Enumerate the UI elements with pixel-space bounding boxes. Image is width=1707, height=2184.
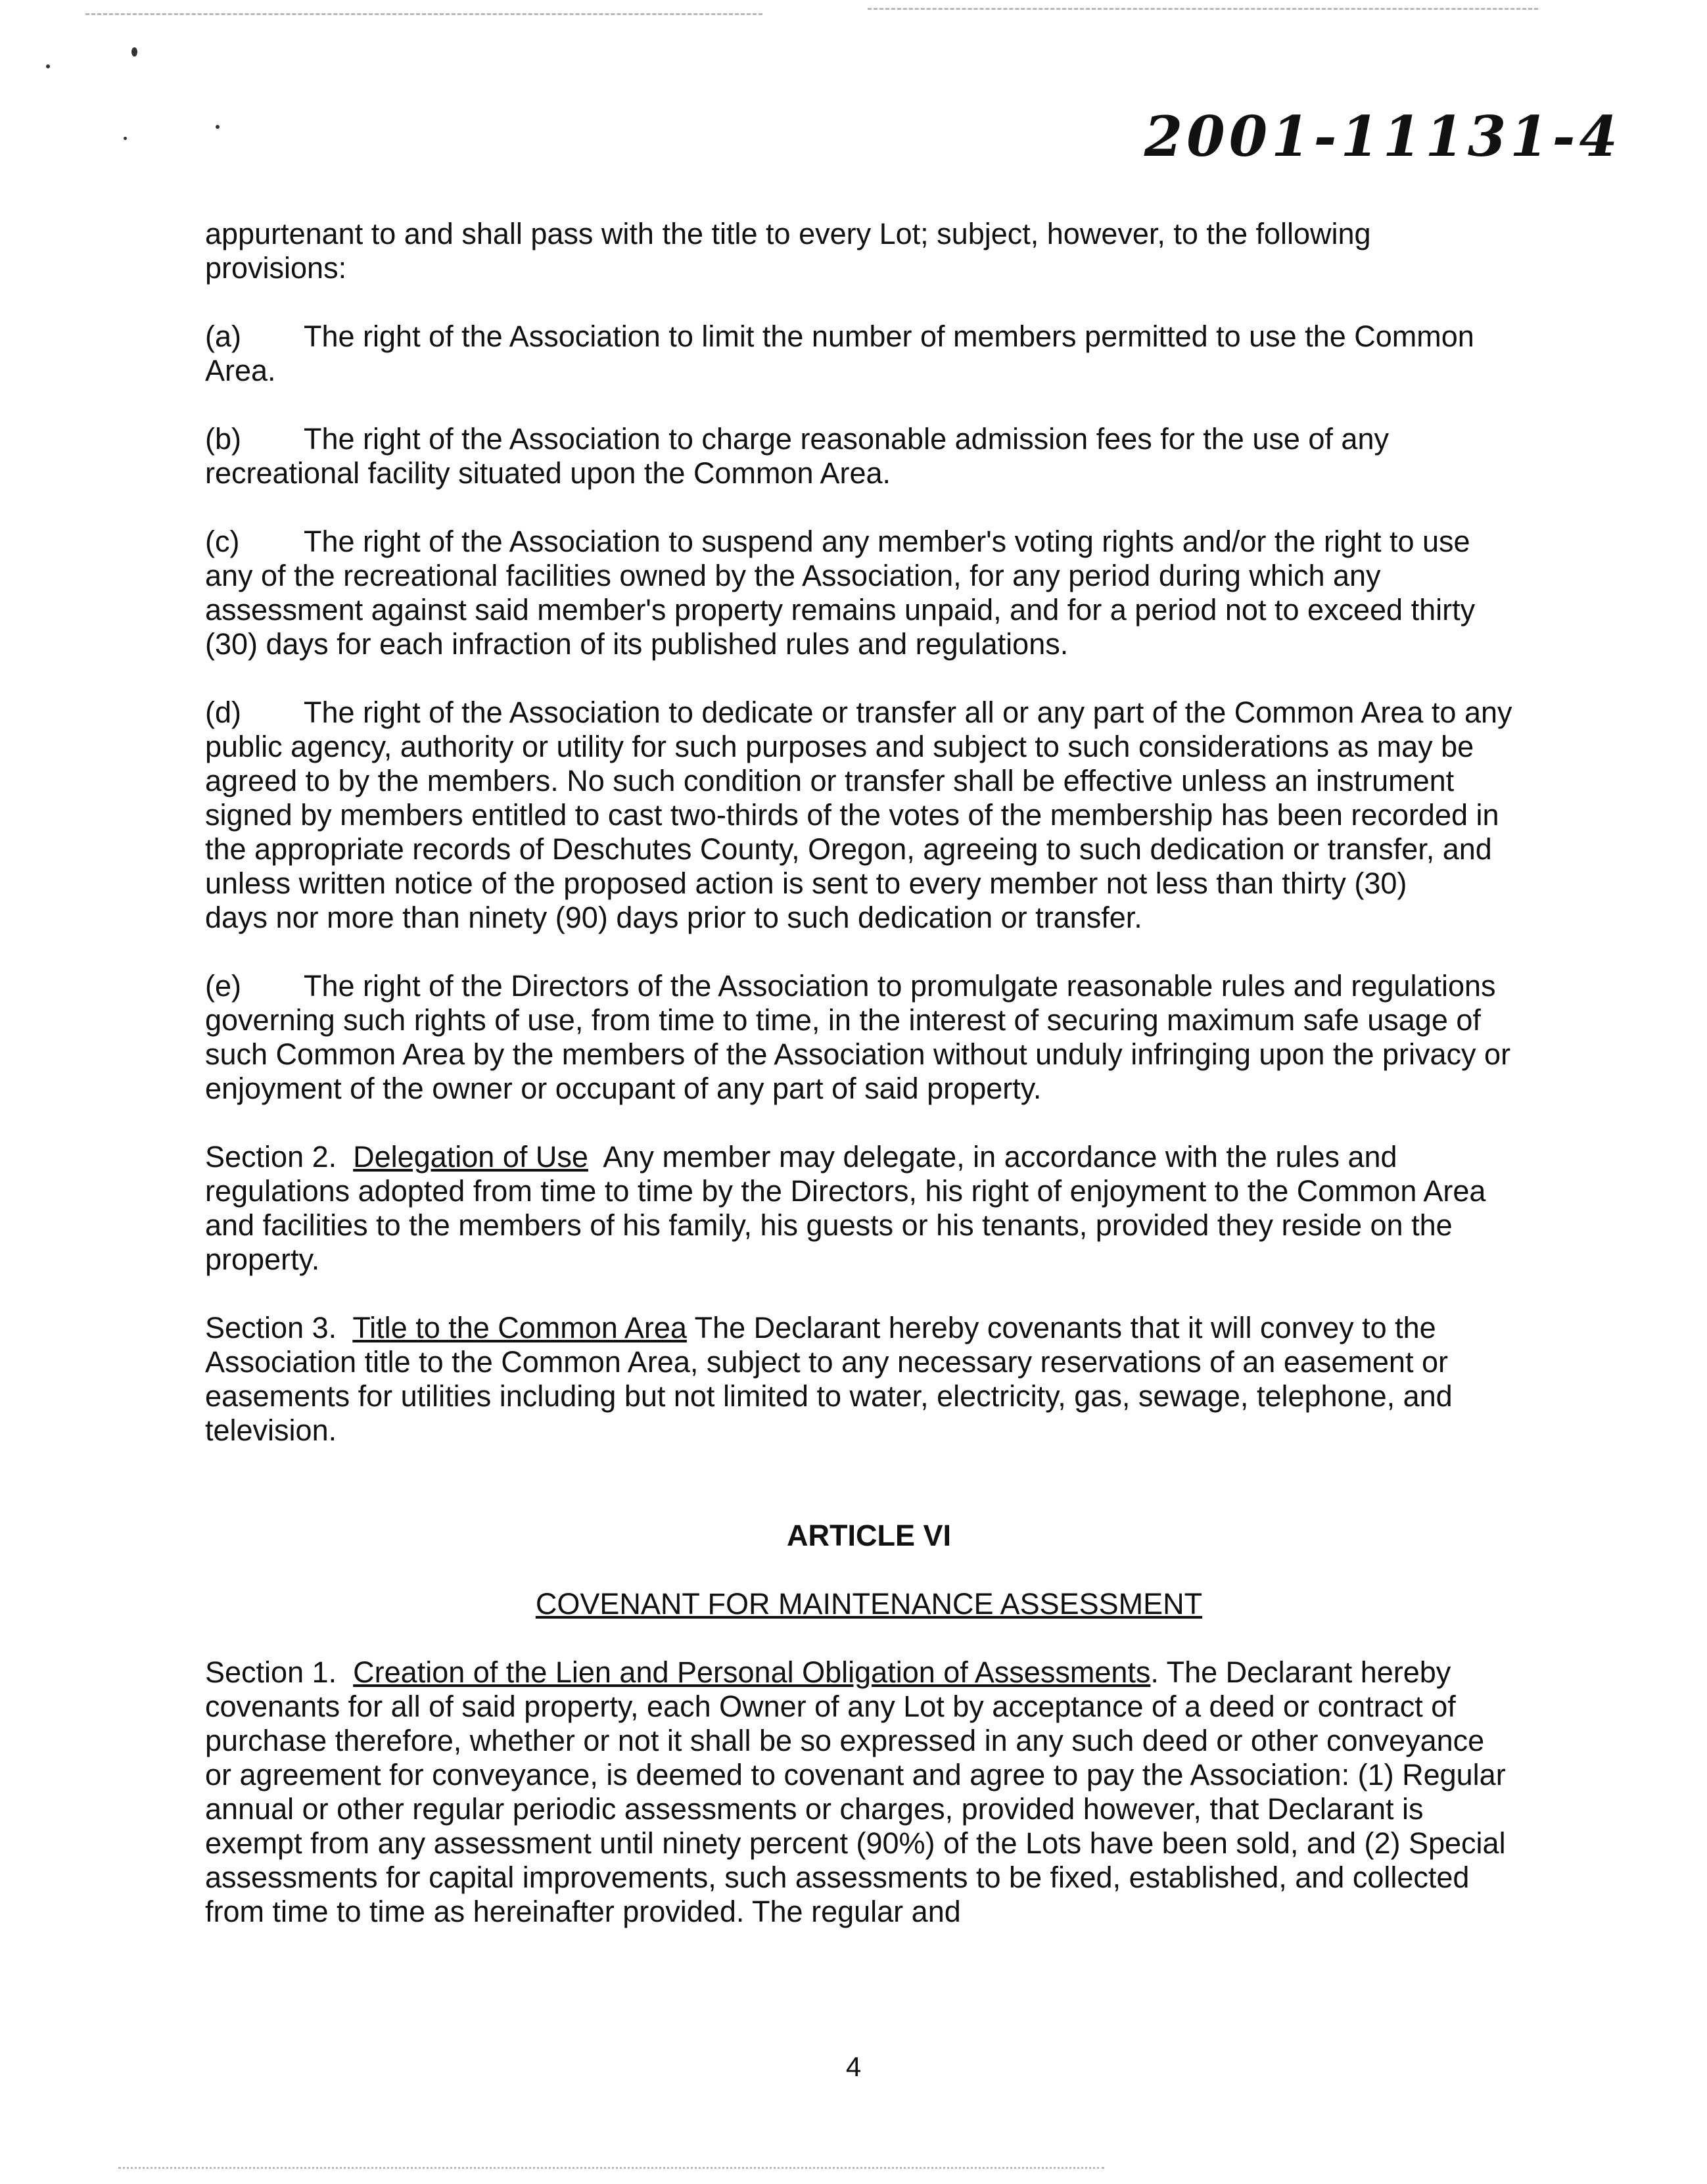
section-heading: Delegation of Use xyxy=(353,1140,588,1174)
provision-text: The right of the Directors of the Association to promulgate reasonable rules and regulations governing such rights of use, from time to time, in the interest of securing maximum safe usage of such Common Area by the members of the Association without unduly infringing upon the privacy or enjoyment of the owner or occupant of any part of said property. xyxy=(205,969,1511,1105)
provision-text: The right of the Association to charge reasonable admission fees for the use of any recreational facility situated upon the Common Area. xyxy=(205,422,1389,490)
section-text: . The Declarant hereby covenants for all of said property, each Owner of any Lot by acceptance of a deed or contract of purchase therefore, whether or not it shall be so expressed in any such deed or other conveyance or agreement for conveyance, is deemed to covenant and agree to pay the Association: (1) Regular annual or other regular periodic assessments or charges, provided however, that Declarant is exempt from any assessment until ninety percent (90%) of the Lots have been sold, and (2) Special assessments for capital improvements, such assessments to be fixed, established, and collected from time to time as hereinafter provided. The regular and xyxy=(205,1655,1506,1928)
provision-label: (a) xyxy=(205,320,241,353)
scan-speck xyxy=(216,125,220,129)
article-section-1 xyxy=(205,1655,1513,1929)
provision-text: The right of the Association to limit the number of members permitted to use the Common Area. xyxy=(205,320,1474,387)
provision-label: (d) xyxy=(205,696,241,729)
handwritten-document-number: 2001-11131-4 xyxy=(1144,104,1622,169)
provision-label: (e) xyxy=(205,969,241,1003)
scan-artifact-line xyxy=(118,2167,1104,2169)
page-number-text: 4 xyxy=(845,2051,862,2082)
section-label: Section 1. xyxy=(205,1655,337,1689)
section-label: Section 3. xyxy=(205,1311,337,1344)
section-text: The Declarant hereby covenants that it will convey to the Association title to the Common Area, subject to any necessary reservations of an easement or easements for utilities including but not limited to water, electricity, gas, sewage, telephone, and television. xyxy=(205,1311,1453,1447)
scan-speck xyxy=(131,47,137,57)
section-2 xyxy=(205,1140,1513,1277)
section-text: Any member may delegate, in accordance with the rules and regulations adopted from time to time by the Directors, his right of enjoyment to the Common Area and facilities to the members of his family, his guests or his tenants, provided they reside on the property. xyxy=(205,1140,1486,1276)
article-subtitle: COVENANT FOR MAINTENANCE ASSESSMENT xyxy=(535,1587,1203,1621)
section-label: Section 2. xyxy=(205,1140,337,1174)
section-3 xyxy=(205,1311,1513,1448)
provision-b xyxy=(205,422,1513,490)
provision-a xyxy=(205,320,1513,388)
scan-speck xyxy=(124,137,127,140)
provision-d xyxy=(205,696,1513,935)
provision-label: (c) xyxy=(205,525,240,558)
document-body xyxy=(205,217,1513,1963)
section-heading: Creation of the Lien and Personal Obligation of Assessments xyxy=(353,1655,1151,1689)
intro-paragraph: appurtenant to and shall pass with the title to every Lot; subject, however, to the following provisions: xyxy=(205,217,1371,285)
scan-speck xyxy=(46,64,50,68)
article-title: ARTICLE VI xyxy=(786,1519,951,1552)
provision-e xyxy=(205,969,1513,1106)
provision-text: The right of the Association to dedicate or transfer all or any part of the Common Area to any public agency, authority or utility for such purposes and subject to such considerations as may be agreed to by the members. No such condition or transfer shall be effective unless an instrument signed by members entitled to cast two-thirds of the votes of the membership has been recorded in the appropriate records of Deschutes County, Oregon, agreeing to such dedication or transfer, and unless written notice of the proposed action is sent to every member not less than thirty (30) xyxy=(205,696,1512,900)
scan-artifact-line xyxy=(85,13,762,15)
provision-label: (b) xyxy=(205,422,241,456)
provision-text: The right of the Association to suspend any member's voting rights and/or the right to use any of the recreational facilities owned by the Association, for any period during which any assessment against said member's property remains unpaid, and for a period not to exceed thirty (30) days for each infraction of its published rules and regulations. xyxy=(205,525,1476,661)
scan-artifact-line xyxy=(868,8,1538,10)
provision-text-continued: days nor more than ninety (90) days prior to such dedication or transfer. xyxy=(205,901,1142,934)
page-number xyxy=(0,2051,1707,2083)
provision-c xyxy=(205,525,1513,661)
section-heading: Title to the Common Area xyxy=(352,1311,687,1344)
